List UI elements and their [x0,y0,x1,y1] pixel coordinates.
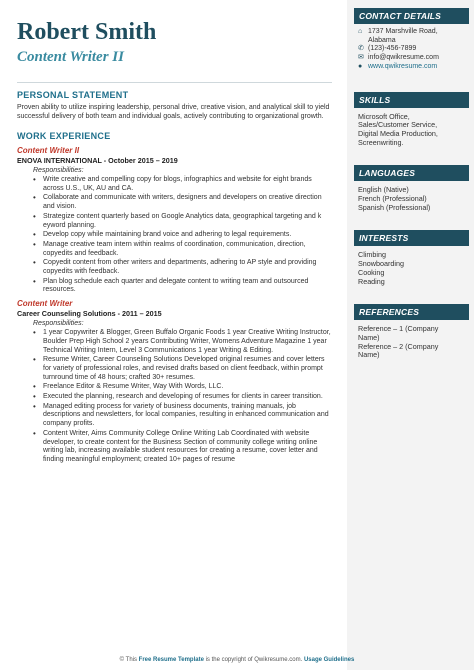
website[interactable] [358,63,465,72]
interest-item: Cooking [358,267,385,277]
languages-heading: LANGUAGES [354,165,469,181]
footer-middle: is the copyright of Qwikresume.com. [203,657,304,663]
references-heading: REFERENCES [354,304,469,320]
header-divider [17,82,332,83]
job-company: Career Counseling Solutions - 2011 – 2015 [17,309,162,319]
skill-item: Sales/Customer Service, [358,120,438,130]
responsibilities-list [17,329,332,465]
personal-statement-text: Proven ability to utilize inspiring leadership, personal drive, creative vision, and analytical skill to yield successful delivery of both team and individual goals, actively contributing to organizational growth. [17,104,330,120]
reference-item: Reference – 1 (Company [358,324,439,334]
reference-item: Name) [358,332,380,342]
candidate-name: Robert Smith [17,19,157,45]
skill-item: Screenwriting. [358,137,404,147]
language-item: French (Professional) [358,194,427,204]
list-item: • Develop copy while maintaining brand voice and adhering to legal requirements. [33,231,332,240]
list-item: • Plan blog schedule each quarter and delegate content to writing team and outsourced resources. [33,278,332,295]
job-title: Content Writer II [17,146,80,155]
address-line: 1737 Marshville Road, [368,28,438,35]
job-title: Content Writer [17,299,73,309]
responsibilities-label: Responsibilities: [33,320,84,328]
languages-section [354,165,469,212]
phone [358,45,465,54]
job-entry [17,146,332,295]
list-item: • Managed editing process for variety of business documents, training manuals, job descriptions and newsletters, for local companies, resulting in enhanced communication and company profits. [33,403,332,429]
references-section [354,304,469,360]
work-experience-section [17,131,332,465]
sidebar-content [354,0,469,360]
interest-item: Snowboarding [358,259,404,269]
reference-item: Name) [358,350,380,360]
skills-body [354,108,469,148]
reference-item: Reference – 2 (Company [358,341,439,351]
interests-body [354,246,469,286]
contact-section [354,8,469,72]
list-item: • Collaborate and communicate with writers, designers and developers on creative direction and vision. [33,194,332,211]
interests-heading: INTERESTS [354,230,469,246]
skill-item: Microsoft Office, [358,111,410,121]
sidebar [347,0,474,670]
skills-section [354,92,469,148]
globe-icon: ● [358,62,363,70]
list-item: • Strategize content quarterly based on Google Analytics data, geographical targeting and k eyword planning. [33,213,332,230]
copyright-footer [0,656,474,664]
free-resume-template-link[interactable]: Free Resume Template [138,657,204,663]
contact-heading: CONTACT DETAILS [354,8,469,24]
interests-section [354,230,469,286]
interest-item: Climbing [358,250,386,260]
personal-statement-heading: PERSONAL STATEMENT [17,90,129,100]
job-company: ENOVA INTERNATIONAL - October 2015 – 2019 [17,156,178,165]
email[interactable] [358,54,465,63]
phone-icon: ✆ [358,45,364,53]
language-item: Spanish (Professional) [358,202,431,212]
responsibilities-list [17,176,332,295]
list-item: • Write creative and compelling copy for blogs, infographics and website for eight brands across U.S., UK, AU and CA. [33,176,332,193]
list-item: • 1 year Copywriter & Blogger, Green Buffalo Organic Foods 1 year Creative Writing Instructor, Boulder Prep High School 2 years Contributing Writer, Womens Adventure Magazine 1 year Technical Writing Intern, Level 3 Communications 1 year Writing & Editing. [33,329,332,355]
list-item: • Copyedit content from other writers and departments, adhering to AP style and providing copyedits with feedback. [33,259,332,276]
address-line: Alabama [368,36,396,44]
languages-body [354,181,469,212]
contact-body [354,24,469,72]
list-item: • Resume Writer, Career Counseling Solutions Developed original resumes and cover letters for variety of professional roles, and revised drafts based on client feedback, within prompt turnround time of 48 hours; crafted 30+ resumes. [33,356,332,382]
main-column [17,18,332,658]
list-item: • Freelance Editor & Resume Writer, Way With Words, LLC. [33,383,332,392]
interest-item: Reading [358,276,385,286]
job-entry [17,299,332,465]
personal-statement-section [17,90,332,121]
phone-text: (123)-456-7899 [368,45,417,53]
skill-item: Digital Media Production, [358,128,438,138]
work-experience-heading: WORK EXPERIENCE [17,131,111,141]
list-item: • Manage creative team intern within realms of coordination, communication, direction, copyedits and feedback. [33,241,332,258]
email-link[interactable]: info@qwikresume.com [368,54,439,62]
references-body [354,320,469,360]
responsibilities-label: Responsibilities: [33,167,84,174]
website-link[interactable]: www.qwikresume.com [368,62,438,70]
skills-heading: SKILLS [354,92,469,108]
home-icon: ⌂ [358,28,363,35]
mail-icon: ✉ [358,54,364,62]
footer-prefix: © This [119,657,139,663]
address [358,28,465,45]
usage-guidelines-link[interactable]: Usage Guidelines [303,657,355,663]
list-item: • Executed the planning, research and developing of resumes for clients in career transition. [33,393,332,402]
candidate-title: Content Writer II [17,49,124,65]
list-item: • Content Writer, Aims Community College Online Writing Lab Coordinated with website developer, to create content for the Business Section of community college writing online writing lab, increasing available student resources for creating a resume, cover letter and finding meaningful employment; created 10+ pages of resume [33,430,332,465]
language-item: English (Native) [358,185,409,195]
